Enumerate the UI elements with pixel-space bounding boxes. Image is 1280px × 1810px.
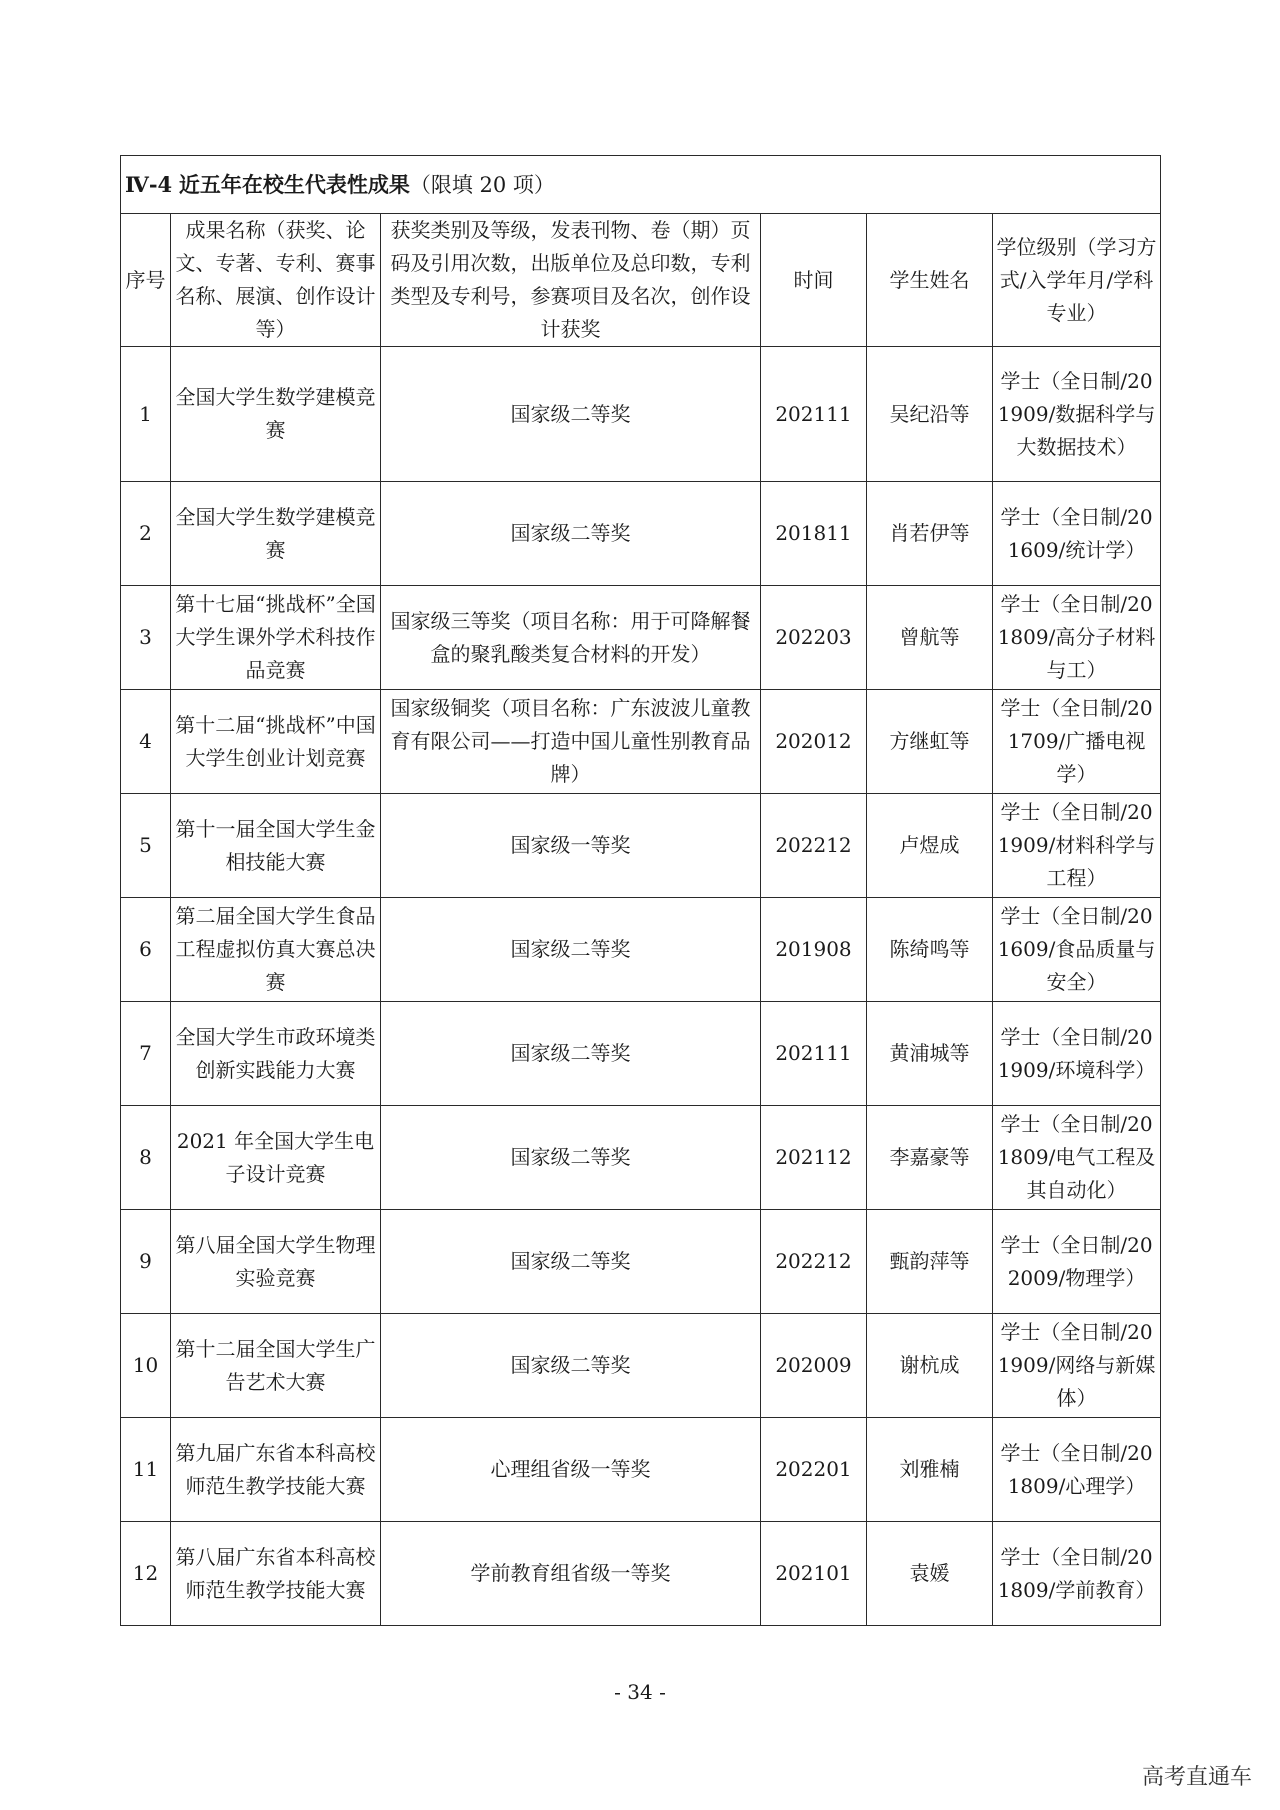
table-row bbox=[121, 794, 1161, 898]
table-row bbox=[121, 898, 1161, 1002]
cell-seq: 12 bbox=[121, 1522, 171, 1626]
section-code: Ⅳ-4 bbox=[125, 171, 173, 197]
cell-category: 国家级二等奖 bbox=[381, 1314, 761, 1418]
cell-time: 202112 bbox=[761, 1106, 867, 1210]
cell-student: 谢杭成 bbox=[867, 1314, 993, 1418]
cell-degree: 学士（全日制/201809/电气工程及其自动化） bbox=[993, 1106, 1161, 1210]
table-row bbox=[121, 1418, 1161, 1522]
cell-category: 心理组省级一等奖 bbox=[381, 1418, 761, 1522]
header-category: 获奖类别及等级，发表刊物、卷（期）页码及引用次数，出版单位及总印数，专利类型及专利号，参赛项目及名次，创作设计获奖 bbox=[381, 214, 761, 347]
cell-seq: 8 bbox=[121, 1106, 171, 1210]
cell-time: 202012 bbox=[761, 690, 867, 794]
table-row bbox=[121, 1210, 1161, 1314]
cell-category: 国家级一等奖 bbox=[381, 794, 761, 898]
section-note: （限填 20 项） bbox=[409, 172, 555, 197]
cell-name: 第十一届全国大学生金相技能大赛 bbox=[171, 794, 381, 898]
cell-seq: 11 bbox=[121, 1418, 171, 1522]
cell-degree: 学士（全日制/201709/广播电视学） bbox=[993, 690, 1161, 794]
table-row bbox=[121, 1002, 1161, 1106]
cell-name: 第八届全国大学生物理实验竞赛 bbox=[171, 1210, 381, 1314]
header-time: 时间 bbox=[761, 214, 867, 347]
cell-degree: 学士（全日制/201809/心理学） bbox=[993, 1418, 1161, 1522]
section-title bbox=[121, 156, 1161, 214]
cell-degree: 学士（全日制/202009/物理学） bbox=[993, 1210, 1161, 1314]
cell-category: 国家级二等奖 bbox=[381, 482, 761, 586]
cell-seq: 4 bbox=[121, 690, 171, 794]
cell-name: 全国大学生数学建模竞赛 bbox=[171, 482, 381, 586]
section-title-row bbox=[121, 156, 1161, 214]
cell-student: 李嘉豪等 bbox=[867, 1106, 993, 1210]
cell-category: 国家级二等奖 bbox=[381, 898, 761, 1002]
cell-time: 202009 bbox=[761, 1314, 867, 1418]
table-row bbox=[121, 690, 1161, 794]
cell-name: 第十七届“挑战杯”全国大学生课外学术科技作品竞赛 bbox=[171, 586, 381, 690]
cell-time: 202101 bbox=[761, 1522, 867, 1626]
cell-degree: 学士（全日制/201809/高分子材料与工） bbox=[993, 586, 1161, 690]
cell-time: 202212 bbox=[761, 1210, 867, 1314]
cell-name: 第九届广东省本科高校师范生教学技能大赛 bbox=[171, 1418, 381, 1522]
table-body bbox=[121, 347, 1161, 1626]
table-row bbox=[121, 1522, 1161, 1626]
cell-category: 国家级二等奖 bbox=[381, 1002, 761, 1106]
cell-seq: 10 bbox=[121, 1314, 171, 1418]
cell-name: 第二届全国大学生食品工程虚拟仿真大赛总决赛 bbox=[171, 898, 381, 1002]
cell-degree: 学士（全日制/201609/统计学） bbox=[993, 482, 1161, 586]
cell-student: 方继虹等 bbox=[867, 690, 993, 794]
header-name: 成果名称（获奖、论文、专著、专利、赛事名称、展演、创作设计等） bbox=[171, 214, 381, 347]
cell-seq: 6 bbox=[121, 898, 171, 1002]
cell-seq: 1 bbox=[121, 347, 171, 482]
cell-name: 2021 年全国大学生电子设计竞赛 bbox=[171, 1106, 381, 1210]
cell-degree: 学士（全日制/201609/食品质量与安全） bbox=[993, 898, 1161, 1002]
cell-category: 国家级铜奖（项目名称：广东波波儿童教育有限公司——打造中国儿童性别教育品牌） bbox=[381, 690, 761, 794]
table-row bbox=[121, 482, 1161, 586]
cell-student: 黄浦城等 bbox=[867, 1002, 993, 1106]
cell-seq: 3 bbox=[121, 586, 171, 690]
cell-category: 国家级二等奖 bbox=[381, 1210, 761, 1314]
cell-time: 201908 bbox=[761, 898, 867, 1002]
cell-degree: 学士（全日制/201909/环境科学） bbox=[993, 1002, 1161, 1106]
cell-time: 201811 bbox=[761, 482, 867, 586]
cell-student: 袁媛 bbox=[867, 1522, 993, 1626]
cell-name: 第十二届“挑战杯”中国大学生创业计划竞赛 bbox=[171, 690, 381, 794]
table-row bbox=[121, 586, 1161, 690]
cell-student: 陈绮鸣等 bbox=[867, 898, 993, 1002]
cell-student: 曾航等 bbox=[867, 586, 993, 690]
cell-time: 202201 bbox=[761, 1418, 867, 1522]
cell-student: 刘雅楠 bbox=[867, 1418, 993, 1522]
cell-seq: 9 bbox=[121, 1210, 171, 1314]
cell-seq: 5 bbox=[121, 794, 171, 898]
cell-degree: 学士（全日制/201909/网络与新媒体） bbox=[993, 1314, 1161, 1418]
cell-time: 202111 bbox=[761, 1002, 867, 1106]
cell-category: 学前教育组省级一等奖 bbox=[381, 1522, 761, 1626]
cell-student: 肖若伊等 bbox=[867, 482, 993, 586]
cell-category: 国家级三等奖（项目名称：用于可降解餐盒的聚乳酸类复合材料的开发） bbox=[381, 586, 761, 690]
cell-category: 国家级二等奖 bbox=[381, 1106, 761, 1210]
cell-time: 202111 bbox=[761, 347, 867, 482]
table-header-row bbox=[121, 214, 1161, 347]
cell-student: 甄韵萍等 bbox=[867, 1210, 993, 1314]
cell-degree: 学士（全日制/201909/数据科学与大数据技术） bbox=[993, 347, 1161, 482]
cell-seq: 7 bbox=[121, 1002, 171, 1106]
cell-name: 全国大学生市政环境类创新实践能力大赛 bbox=[171, 1002, 381, 1106]
header-student: 学生姓名 bbox=[867, 214, 993, 347]
cell-name: 全国大学生数学建模竞赛 bbox=[171, 347, 381, 482]
page-number: - 34 - bbox=[614, 1680, 666, 1704]
section-heading: 近五年在校生代表性成果 bbox=[178, 171, 410, 197]
header-seq: 序号 bbox=[121, 214, 171, 347]
cell-name: 第八届广东省本科高校师范生教学技能大赛 bbox=[171, 1522, 381, 1626]
table-row bbox=[121, 347, 1161, 482]
cell-name: 第十二届全国大学生广告艺术大赛 bbox=[171, 1314, 381, 1418]
table-row bbox=[121, 1106, 1161, 1210]
cell-student: 吴纪沿等 bbox=[867, 347, 993, 482]
cell-time: 202212 bbox=[761, 794, 867, 898]
achievements-table bbox=[120, 155, 1161, 1626]
cell-seq: 2 bbox=[121, 482, 171, 586]
watermark: 高考直通车 bbox=[1141, 1765, 1252, 1790]
cell-degree: 学士（全日制/201909/材料科学与工程） bbox=[993, 794, 1161, 898]
cell-student: 卢煜成 bbox=[867, 794, 993, 898]
cell-degree: 学士（全日制/201809/学前教育） bbox=[993, 1522, 1161, 1626]
cell-category: 国家级二等奖 bbox=[381, 347, 761, 482]
header-degree: 学位级别（学习方式/入学年月/学科专业） bbox=[993, 214, 1161, 347]
cell-time: 202203 bbox=[761, 586, 867, 690]
table-row bbox=[121, 1314, 1161, 1418]
